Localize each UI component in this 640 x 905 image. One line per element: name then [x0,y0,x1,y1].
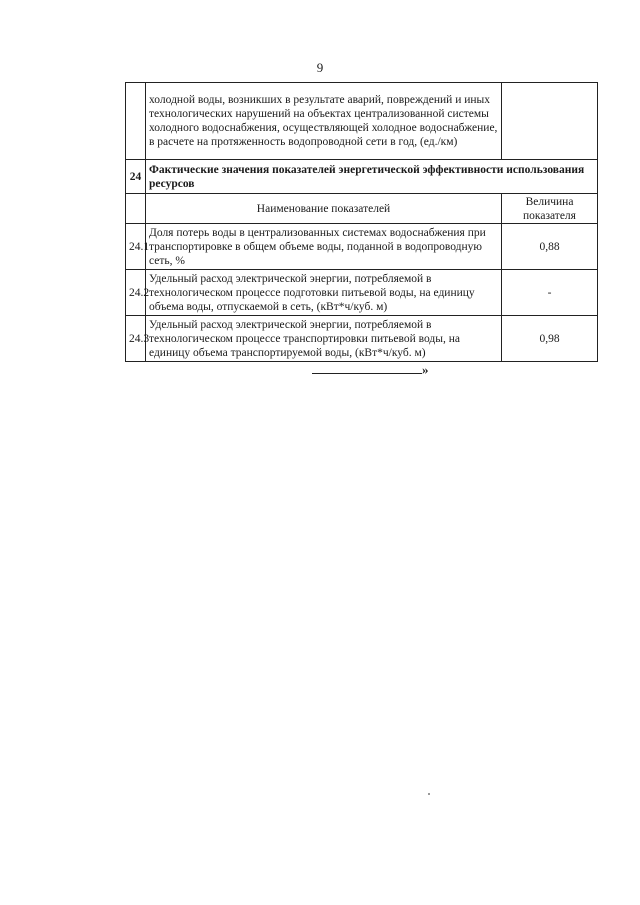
row-num: 24.2 [126,270,146,316]
header-value: Величина показателя [502,194,598,224]
row-text: Доля потерь воды в централизованных системах водоснабжения при транспортировке в общем объеме воды, поданной в водопроводную сеть, % [146,224,502,270]
signature-underline [312,363,422,374]
row-text: Удельный расход электрической энергии, потребляемой в технологическом процессе подготовки питьевой воды, на единицу объема воды, отпускаемой в сеть, (кВт*ч/куб. м) [146,270,502,316]
row-text: Удельный расход электрической энергии, потребляемой в технологическом процессе транспортировки питьевой воды, на единицу объема транспортируемой воды, (кВт*ч/куб. м) [146,316,502,362]
row-value: 0,98 [502,316,598,362]
table-row [126,316,598,362]
closing-line [312,362,429,378]
header-num-cell [126,194,146,224]
scan-speck [428,793,430,795]
section-title: Фактические значения показателей энергетической эффективности использования ресурсов [146,160,598,194]
section-num: 24 [126,160,146,194]
header-name: Наименование показателей [146,194,502,224]
row-num: 24.3 [126,316,146,362]
table-row [126,224,598,270]
row-num: 24.1 [126,224,146,270]
table-row [126,270,598,316]
page-number: 9 [316,60,324,75]
section-row [126,160,598,194]
row-value: - [502,270,598,316]
continuation-text: холодной воды, возникших в результате аварий, повреждений и иных технологических нарушений на объектах централизованной системы холодного водоснабжения, осуществляющей холодное водоснабжение, в расчете на протяженность водопроводной сети в год, (ед./км) [146,83,502,160]
header-row [126,194,598,224]
row-value: 0,88 [502,224,598,270]
continuation-value [502,83,598,160]
indicators-table [125,82,598,362]
continuation-row [126,83,598,160]
closing-quote: » [422,362,429,377]
continuation-num [126,83,146,160]
